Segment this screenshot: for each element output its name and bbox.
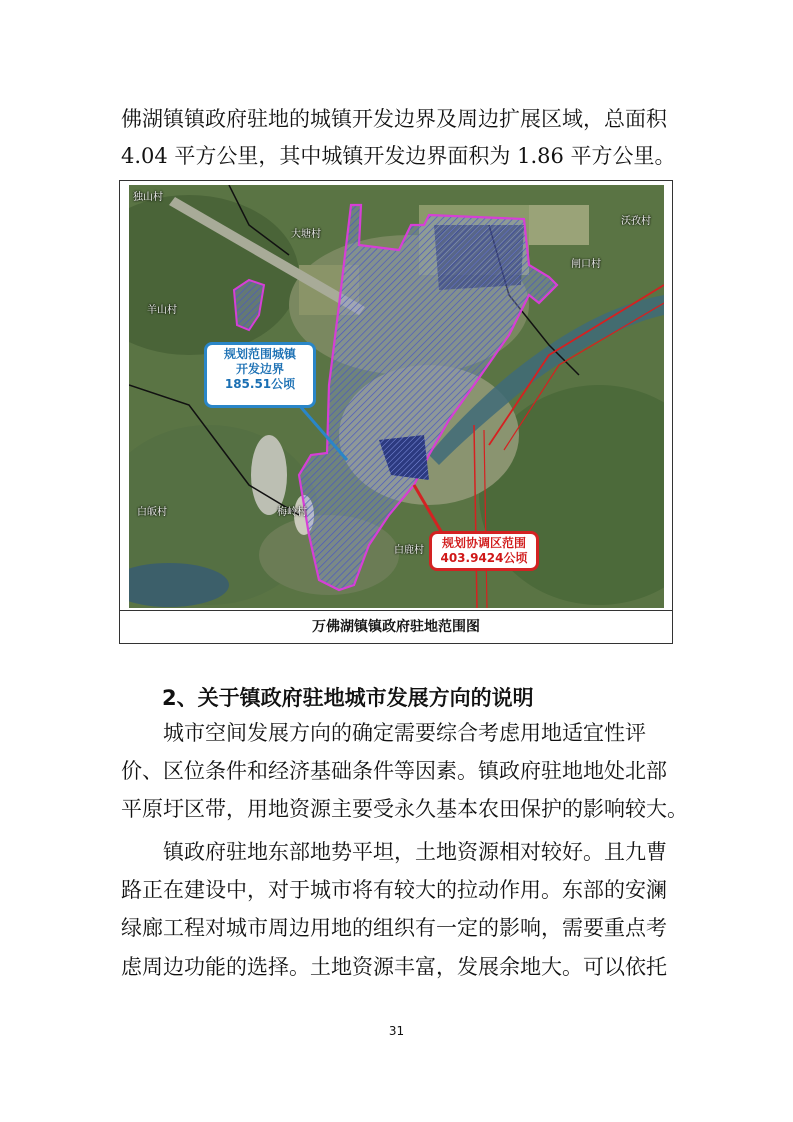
village-label-meiling: 梅岭村 bbox=[277, 507, 307, 518]
page-number: 31 bbox=[388, 1024, 405, 1038]
para1-line-1: 城市空间发展方向的确定需要综合考虑用地适宜性评 bbox=[163, 721, 646, 745]
section-heading: 2、关于镇政府驻地城市发展方向的说明 bbox=[162, 686, 534, 710]
coordination-area-callout bbox=[429, 531, 539, 571]
coord-callout-line-2: 403.9424公顷 bbox=[440, 551, 528, 565]
para1-line-3: 平原圩区带，用地资源主要受永久基本农田保护的影响较大。 bbox=[121, 797, 688, 821]
para2-line-4: 虑周边功能的选择。土地资源丰富，发展余地大。可以依托 bbox=[121, 955, 667, 979]
para2-line-3: 绿廊工程对城市周边用地的组织有一定的影响，需要重点考 bbox=[121, 916, 667, 940]
boundary-callout-line-1: 规划范围城镇 bbox=[223, 347, 296, 361]
intro-line-1: 佛湖镇镇政府驻地的城镇开发边界及周边扩展区域，总面积 bbox=[121, 107, 667, 131]
village-label-datang: 大塘村 bbox=[291, 229, 321, 240]
para2-line-2: 路正在建设中，对于城市将有较大的拉动作用。东部的安澜 bbox=[121, 878, 667, 902]
village-label-wozi: 沃孜村 bbox=[621, 216, 651, 227]
boundary-callout-line-2: 开发边界 bbox=[235, 362, 284, 376]
boundary-area-callout bbox=[204, 342, 316, 408]
village-label-dushan: 独山村 bbox=[133, 192, 163, 203]
village-label-zhakou: 闸口村 bbox=[571, 259, 601, 270]
para1-line-2: 价、区位条件和经济基础条件等因素。镇政府驻地地处北部 bbox=[121, 759, 667, 783]
boundary-callout-line-3: 185.51公顷 bbox=[224, 377, 296, 391]
intro-line-2: 4.04 平方公里，其中城镇开发边界面积为 1.86 平方公里。 bbox=[121, 144, 676, 168]
coord-callout-line-1: 规划协调区范围 bbox=[441, 536, 526, 550]
figure-frame bbox=[119, 180, 673, 644]
figure-caption: 万佛湖镇镇政府驻地范围图 bbox=[120, 610, 672, 643]
para2-line-1: 镇政府驻地东部地势平坦，土地资源相对较好。且九曹 bbox=[163, 840, 667, 864]
village-label-baigui: 白皈村 bbox=[137, 507, 167, 518]
satellite-map bbox=[129, 185, 664, 608]
village-label-yangshan: 羊山村 bbox=[147, 305, 177, 316]
village-label-bailu: 白鹿村 bbox=[394, 545, 424, 556]
